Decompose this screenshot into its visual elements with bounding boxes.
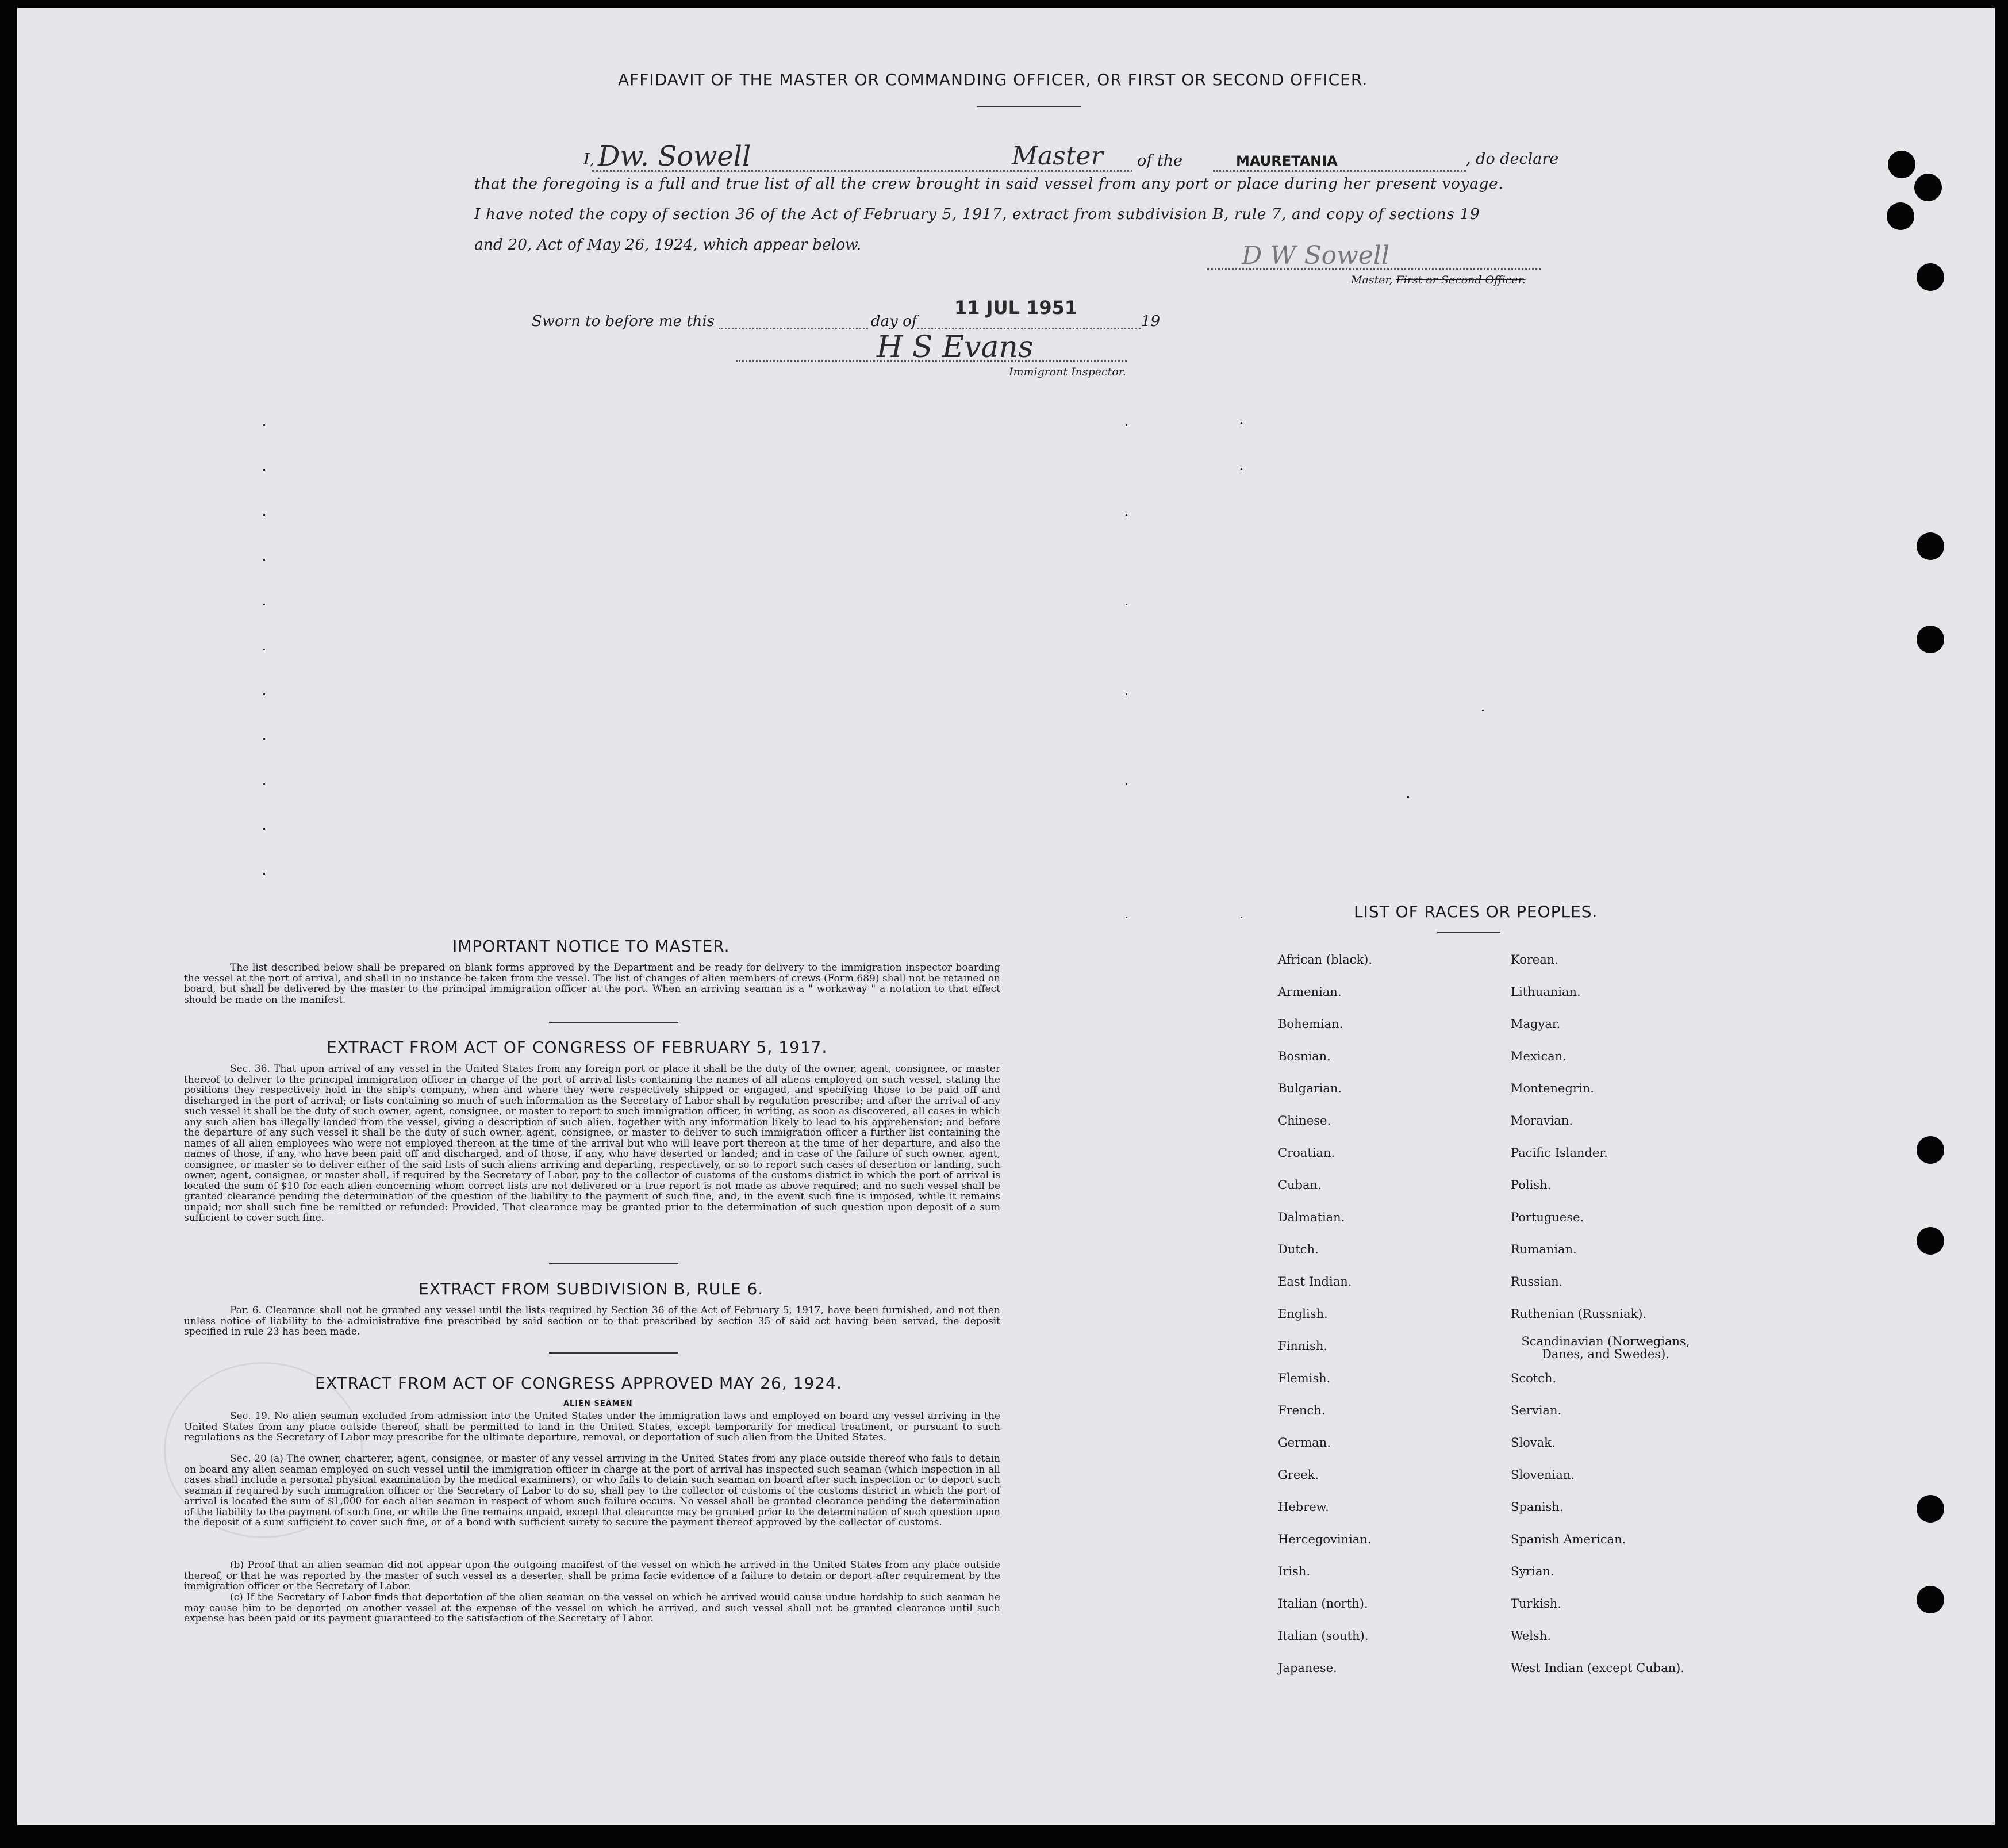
- sworn-month-line: [917, 328, 1141, 329]
- race-item: Spanish American.: [1511, 1532, 1626, 1546]
- punch-hole: [1917, 1495, 1944, 1523]
- race-item: Syrian.: [1511, 1565, 1554, 1578]
- year-prefix: 19: [1141, 313, 1161, 330]
- race-item: Hercegovinian.: [1278, 1532, 1372, 1546]
- race-item: African (black).: [1278, 953, 1373, 967]
- master-caption-label: Master,: [1351, 274, 1393, 286]
- races-divider: [1437, 932, 1500, 933]
- declarant-prefix: I,: [583, 151, 595, 168]
- race-item: Hebrew.: [1278, 1500, 1329, 1514]
- extract-rule-text: Par. 6. Clearance shall not be granted any vessel until the lists required by Section 36 of the Act of February 5, 1917, have been furnished, and not then unless notice of liability to the administrative fine prescribed by said section or to that prescribed by section 35 of said act having been served, the deposit specified in rule 23 has been made.: [184, 1305, 1000, 1337]
- extract-1924-sec20b: (b) Proof that an alien seaman did not appear upon the outgoing manifest of the vessel on which he arrived in the United States from any place outside thereof, or that he was reported by the master of such vessel as a deserter, shall be prima facie evidence of a failure to detain or deport after requirement by the immigration officer or the Secretary of Labor.: [184, 1559, 1000, 1592]
- inspector-signature: H S Evans: [877, 330, 1034, 365]
- race-item: Bohemian.: [1278, 1017, 1343, 1031]
- column-dot: [263, 604, 265, 605]
- column-dot: [263, 649, 265, 650]
- day-of-label: day of: [871, 313, 917, 330]
- affidavit-heading: AFFIDAVIT OF THE MASTER OR COMMANDING OFFICER, OR FIRST OR SECOND OFFICER.: [618, 70, 1368, 89]
- punch-hole: [1917, 1227, 1944, 1255]
- column-dot: [263, 424, 265, 426]
- race-item: East Indian.: [1278, 1275, 1352, 1289]
- race-item: Welsh.: [1511, 1629, 1551, 1643]
- race-item: Lithuanian.: [1511, 985, 1581, 999]
- race-item: Ruthenian (Russniak).: [1511, 1307, 1647, 1321]
- master-signature-line: [1207, 268, 1541, 270]
- column-dot: [263, 828, 265, 830]
- race-item: Portuguese.: [1511, 1210, 1584, 1224]
- column-dot: [263, 469, 265, 471]
- punch-hole: [1914, 174, 1942, 201]
- column-dot: [1126, 693, 1127, 695]
- inspector-signature-line: [736, 360, 1127, 362]
- race-item: English.: [1278, 1307, 1328, 1321]
- extract-rule-divider: [549, 1352, 678, 1354]
- declarant-name: Dw. Sowell: [598, 140, 751, 172]
- sworn-prefix: Sworn to before me this: [532, 313, 715, 330]
- race-item: Chinese.: [1278, 1114, 1331, 1128]
- race-item: Scotch.: [1511, 1371, 1557, 1385]
- race-item: Finnish.: [1278, 1339, 1328, 1353]
- heading-divider: [977, 106, 1081, 107]
- extract-1917-text: Sec. 36. That upon arrival of any vessel in the United States from any foreign port or place it shall be the duty of the owner, agent, consignee, or master thereof to deliver to the principal immigration officer in charge of the port of arrival lists containing the names of all aliens employed on such vessel, stating the positions they respectively hold in the ship's company, when and where they were respectively shipped or engaged, and specifying those to be paid off and discharged in the port of arrival; or lists containing so much of such information as the Secretary of Labor shall by regulation prescribe; and after the arrival of any such vessel it shall be the duty of such owner, agent, consignee, or master to report to such immigration officer, in writing, as soon as discovered, all cases in which any such alien has illegally landed from the vessel, giving a description of such alien, together with any information likely to lead to his apprehension; and before the departure of any such vessel it shall be the duty of such owner, agent, consignee, or master to deliver to such immigration officer a further list containing the names of all alien employees who were not employed thereon at the time of the arrival but who will leave port thereon at the time of her departure, and also the names of those, if any, who have been paid off and discharged, and of those, if any, who have deserted or landed; and in case of the failure of such owner, agent, consignee, or master so to deliver either of the said lists of such aliens arriving and departing, respectively, or so to report such cases of desertion or landing, such owner, agent, consignee, or master shall, if required by the Secretary of Labor, pay to the collector of customs of the customs district in which the port of arrival is located the sum of $10 for each alien concerning whom correct lists are not delivered or a true report is not made as above required; and no such vessel shall be granted clearance pending the determination of the question of the liability to the payment of such fine, and, in the event such fine is imposed, while it remains unpaid; nor shall such fine be remitted or refunded: Provided, That clearance may be granted prior to the determination of such question upon deposit of a sum sufficient to cover such fine.: [184, 1063, 1000, 1224]
- extract-1924-subtitle: ALIEN SEAMEN: [563, 1400, 633, 1408]
- extract-1924-title: EXTRACT FROM ACT OF CONGRESS APPROVED MAY 26, 1924.: [315, 1374, 842, 1393]
- column-dot: [263, 873, 265, 875]
- extract-1924-sec20a: Sec. 20 (a) The owner, charterer, agent, consignee, or master of any vessel arriving in the United States from any place outside thereof who fails to detain on board any alien seaman employed on such vessel until the immigration officer in charge at the port of arrival has inspected such seaman (which inspection in all cases shall include a personal physical examination by the medical examiners), or who fails to detain such seaman on board after such inspection or to deport such seaman if required by such immigration officer or the Secretary of Labor to do so, shall pay to the collector of customs of the customs district in which the port of arrival is located the sum of $1,000 for each alien seaman in respect of whom such failure occurs. No vessel shall be granted clearance pending the determination of the liability to the payment of such fine, or while the fine remains unpaid, except that clearance may be granted prior to the determination of such question upon the deposit of a sum sufficient to cover such fine, or of a bond with sufficient surety to secure the payment thereof approved by the collector of customs.: [184, 1453, 1000, 1528]
- race-item: Mexican.: [1511, 1049, 1567, 1063]
- race-item: Bulgarian.: [1278, 1082, 1342, 1095]
- notice-divider: [549, 1022, 678, 1023]
- column-dot: [1126, 604, 1127, 605]
- race-item: West Indian (except Cuban).: [1511, 1661, 1685, 1675]
- race-item: Greek.: [1278, 1468, 1319, 1482]
- master-signature: D W Sowell: [1242, 241, 1389, 270]
- document-page: [17, 8, 1995, 1825]
- race-item: Korean.: [1511, 953, 1558, 967]
- race-item: Flemish.: [1278, 1371, 1331, 1385]
- notice-title: IMPORTANT NOTICE TO MASTER.: [452, 937, 730, 956]
- declarant-role: Master: [1012, 141, 1103, 171]
- race-item: Italian (north).: [1278, 1597, 1368, 1611]
- race-item: Servian.: [1511, 1404, 1562, 1417]
- race-item: Armenian.: [1278, 985, 1342, 999]
- punch-hole: [1917, 532, 1944, 560]
- race-item: Croatian.: [1278, 1146, 1335, 1160]
- extract-1917-title: EXTRACT FROM ACT OF CONGRESS OF FEBRUARY 5, 1917.: [327, 1038, 828, 1057]
- race-item: Italian (south).: [1278, 1629, 1369, 1643]
- race-item: Rumanian.: [1511, 1243, 1577, 1256]
- do-declare-label: , do declare: [1466, 150, 1559, 168]
- punch-hole: [1917, 263, 1944, 291]
- column-dot: [1126, 783, 1127, 785]
- column-dot: [1126, 917, 1127, 918]
- inspector-caption: Immigrant Inspector.: [1009, 366, 1126, 378]
- column-dot: [263, 693, 265, 695]
- races-title: LIST OF RACES OR PEOPLES.: [1354, 902, 1598, 921]
- column-dot: [1126, 424, 1127, 426]
- column-dot: [263, 559, 265, 561]
- extract-1917-divider: [549, 1263, 678, 1264]
- affidavit-line-2: that the foregoing is a full and true list of all the crew brought in said vessel from any port or place during her present voyage.: [474, 175, 1504, 193]
- column-dot: [1241, 468, 1242, 470]
- race-item: Dalmatian.: [1278, 1210, 1345, 1224]
- race-item: Russian.: [1511, 1275, 1563, 1289]
- column-dot: [1407, 796, 1409, 798]
- faint-stamp: [164, 1362, 363, 1538]
- race-item: Japanese.: [1278, 1661, 1337, 1675]
- race-item: Slovak.: [1511, 1436, 1556, 1450]
- affidavit-line-3: I have noted the copy of section 36 of the Act of February 5, 1917, extract from subdivision B, rule 7, and copy of sections 19: [474, 205, 1480, 223]
- master-caption: [1351, 274, 1526, 286]
- punch-hole: [1888, 151, 1915, 178]
- column-dot: [1482, 710, 1484, 711]
- column-dot: [263, 783, 265, 785]
- notice-text: The list described below shall be prepared on blank forms approved by the Department and be ready for delivery to the immigration inspector boarding the vessel at the port of arrival, and shall in no instance be taken from the vessel. The list of changes of alien members of crews (Form 689) shall not be retained on board, but shall be delivered by the master to the principal immigration officer at the port. When an arriving seaman is a " workaway " a notation to that effect should be made on the manifest.: [184, 962, 1000, 1006]
- affidavit-line-4: and 20, Act of May 26, 1924, which appear below.: [474, 236, 862, 254]
- race-item: Moravian.: [1511, 1114, 1573, 1128]
- race-item: Dutch.: [1278, 1243, 1319, 1256]
- column-dot: [1241, 422, 1242, 424]
- extract-1924-sec19: Sec. 19. No alien seaman excluded from admission into the United States under the immigration laws and employed on board any vessel arriving in the United States from any place outside thereof, shall be permitted to land in the United States, except temporarily for medical treatment, or pursuant to such regulations as the Secretary of Labor may prescribe for the ultimate departure, removal, or deportation of such alien from the United States.: [184, 1410, 1000, 1443]
- punch-hole: [1917, 1136, 1944, 1164]
- race-item: Irish.: [1278, 1565, 1311, 1578]
- sworn-day-line: [719, 328, 868, 329]
- master-caption-struck: First or Second Officer.: [1396, 274, 1526, 286]
- date-stamp: 11 JUL 1951: [954, 297, 1078, 319]
- punch-hole: [1917, 626, 1944, 653]
- race-item: French.: [1278, 1404, 1326, 1417]
- race-item: Turkish.: [1511, 1597, 1561, 1611]
- race-item: Spanish.: [1511, 1500, 1564, 1514]
- column-dot: [263, 738, 265, 740]
- race-item: Polish.: [1511, 1178, 1552, 1192]
- vessel-name: MAURETANIA: [1236, 153, 1338, 169]
- race-item: Cuban.: [1278, 1178, 1322, 1192]
- column-dot: [1126, 514, 1127, 516]
- race-item: Magyar.: [1511, 1017, 1561, 1031]
- column-dot: [1241, 917, 1242, 918]
- punch-hole: [1887, 202, 1914, 230]
- extract-1924-sec20c: (c) If the Secretary of Labor finds that deportation of the alien seaman on the vessel on which he arrived would cause undue hardship to such seaman he may cause him to be deported on another vessel at the expense of the vessel on which he arrived, and such vessel shall not be granted clearance until such expense has been paid or its payment guaranteed to the satisfaction of the Secretary of Labor.: [184, 1592, 1000, 1624]
- race-item: Bosnian.: [1278, 1049, 1331, 1063]
- column-dot: [263, 514, 265, 516]
- extract-rule-title: EXTRACT FROM SUBDIVISION B, RULE 6.: [419, 1279, 764, 1298]
- punch-hole: [1917, 1586, 1944, 1613]
- race-item: Scandinavian (Norwegians, Danes, and Swedes).: [1521, 1335, 1690, 1361]
- of-the-label: of the: [1137, 152, 1183, 170]
- race-item: Montenegrin.: [1511, 1082, 1594, 1095]
- race-item: Slovenian.: [1511, 1468, 1575, 1482]
- race-item: Pacific Islander.: [1511, 1146, 1608, 1160]
- vessel-line: [1213, 170, 1466, 172]
- race-item: German.: [1278, 1436, 1331, 1450]
